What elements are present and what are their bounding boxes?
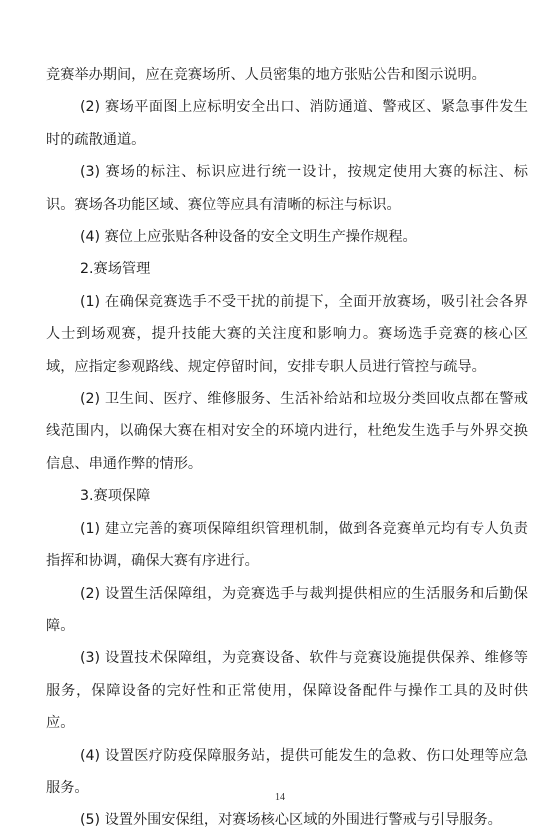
paragraph-support-item-1: (1) 建立完善的赛项保障组织管理机制，做到各竞赛单元均有专人负责指挥和协调，确保大赛有序进行。 [46,520,528,570]
paragraph-support-item-3: (3) 设置技术保障组，为竞赛设备、软件与竞赛设施提供保养、维修等服务，保障设备的完好性和正常使用，保障设备配件与操作工具的及时供应。 [46,650,528,732]
paragraph-venue-item-2: (2) 卫生间、医疗、维修服务、生活补给站和垃圾分类回收点都在警戒线范围内，以确保大赛在相对安全的环境内进行，杜绝发生选手与外界交换信息、串通作弊的情形。 [46,391,528,472]
section-heading-event-support: 3.赛项保障 [80,488,151,505]
paragraph-venue-item-1: (1) 在确保竞赛选手不受干扰的前提下，全面开放赛场，吸引社会各界人士到场观赛，提升技能大赛的关注度和影响力。赛场选手竞赛的核心区域，应指定参观路线、规定停留时间，安排专职人员进行管控与疏导。 [46,293,528,375]
paragraph-item-3-signage: (3) 赛场的标注、标识应进行统一设计，按规定使用大赛的标注、标识。赛场各功能区域、赛位等应具有清晰的标注与标识。 [46,164,528,213]
paragraph-support-item-2: (2) 设置生活保障组，为竞赛选手与裁判提供相应的生活服务和后勤保障。 [46,585,528,634]
document-body [46,59,528,837]
paragraph-item-4-procedures: (4) 赛位上应张贴各种设备的安全文明生产操作规程。 [80,229,417,246]
section-heading-venue-management: 2.赛场管理 [80,261,151,278]
page-number: 14 [275,792,285,803]
paragraph-support-item-5: (5) 设置外围安保组，对赛场核心区域的外围进行警戒与引导服务。 [80,812,502,829]
paragraph-support-item-4: (4) 设置医疗防疫保障服务站，提供可能发生的急救、伤口处理等应急服务。 [46,747,528,796]
paragraph-item-2-floor-plan: (2) 赛场平面图上应标明安全出口、消防通道、警戒区、紧急事件发生时的疏散通道。 [46,99,528,148]
paragraph-continuation: 竞赛举办期间，应在竞赛场所、人员密集的地方张贴公告和图示说明。 [46,67,486,83]
